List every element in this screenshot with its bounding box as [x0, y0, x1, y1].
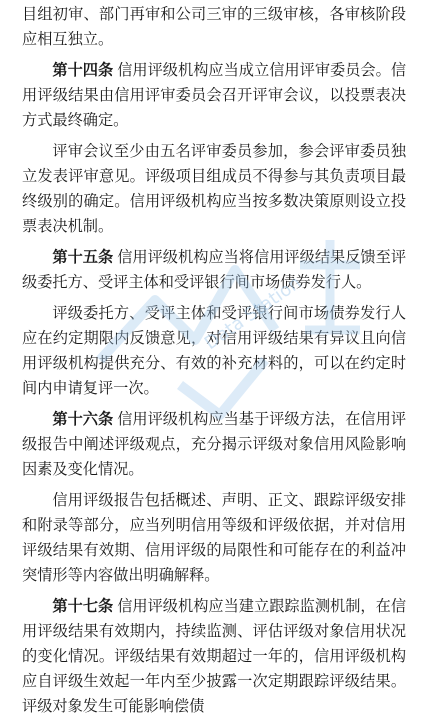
paragraph-text: 评审会议至少由五名评审委员参加，参会评审委员独立发表评审意见。评级项目组成员不得参与其负责项目最终级别的确定。信用评级机构应当按多数决策原则设立投票表决机制。: [22, 142, 406, 235]
article-heading: 第十七条: [52, 597, 114, 615]
article-15-paragraph: [22, 245, 406, 295]
article-17-paragraph: [22, 594, 406, 719]
paragraph: [22, 139, 406, 239]
article-16-paragraph: [22, 407, 406, 482]
article-heading: 第十四条: [52, 61, 114, 79]
watermark-text: Data Station: [200, 272, 306, 355]
paragraph-text: 信用评级机构应当基于评级方法，在信用评级报告中阐述评级观点，充分揭示评级对象信用风险影响因素及变化情况。: [22, 410, 407, 478]
article-14-paragraph: [22, 58, 406, 133]
article-heading: 第十六条: [52, 410, 114, 428]
paragraph-text: 目组初审、部门再审和公司三审的三级审核，各审核阶段应相互独立。: [22, 5, 406, 48]
paragraph-text: 信用评级机构应当将信用评级结果反馈至评级委托方、受评主体和受评银行间市场债券发行人。: [22, 248, 407, 291]
paragraph: [22, 301, 406, 401]
paragraph-text: 评级委托方、受评主体和受评银行间市场债券发行人应在约定期限内反馈意见，对信用评级结果有异议且向信用评级机构提供充分、有效的补充材料的，可以在约定时间内申请复评一次。: [22, 304, 406, 397]
article-heading: 第十五条: [52, 248, 114, 266]
paragraph-text: 信用评级机构应当建立跟踪监测机制，在信用评级结果有效期内，持续监测、评估评级对象信用状况的变化情况。评级结果有效期超过一年的，信用评级机构应自评级生效起一年内至少披露一次定期跟踪评级结果。评级对象发生可能影响偿债: [22, 597, 407, 715]
paragraph: [22, 488, 406, 588]
paragraph-text: 信用评级机构应当成立信用评审委员会。信用评级结果由信用评审委员会召开评审会议，以投票表决方式最终确定。: [22, 61, 407, 129]
paragraph-continuation: [22, 2, 406, 52]
paragraph-text: 信用评级报告包括概述、声明、正文、跟踪评级安排和附录等部分，应当列明信用等级和评级依据，并对信用评级结果有效期、信用评级的局限性和可能存在的利益冲突情形等内容做出明确解释。: [22, 491, 406, 584]
